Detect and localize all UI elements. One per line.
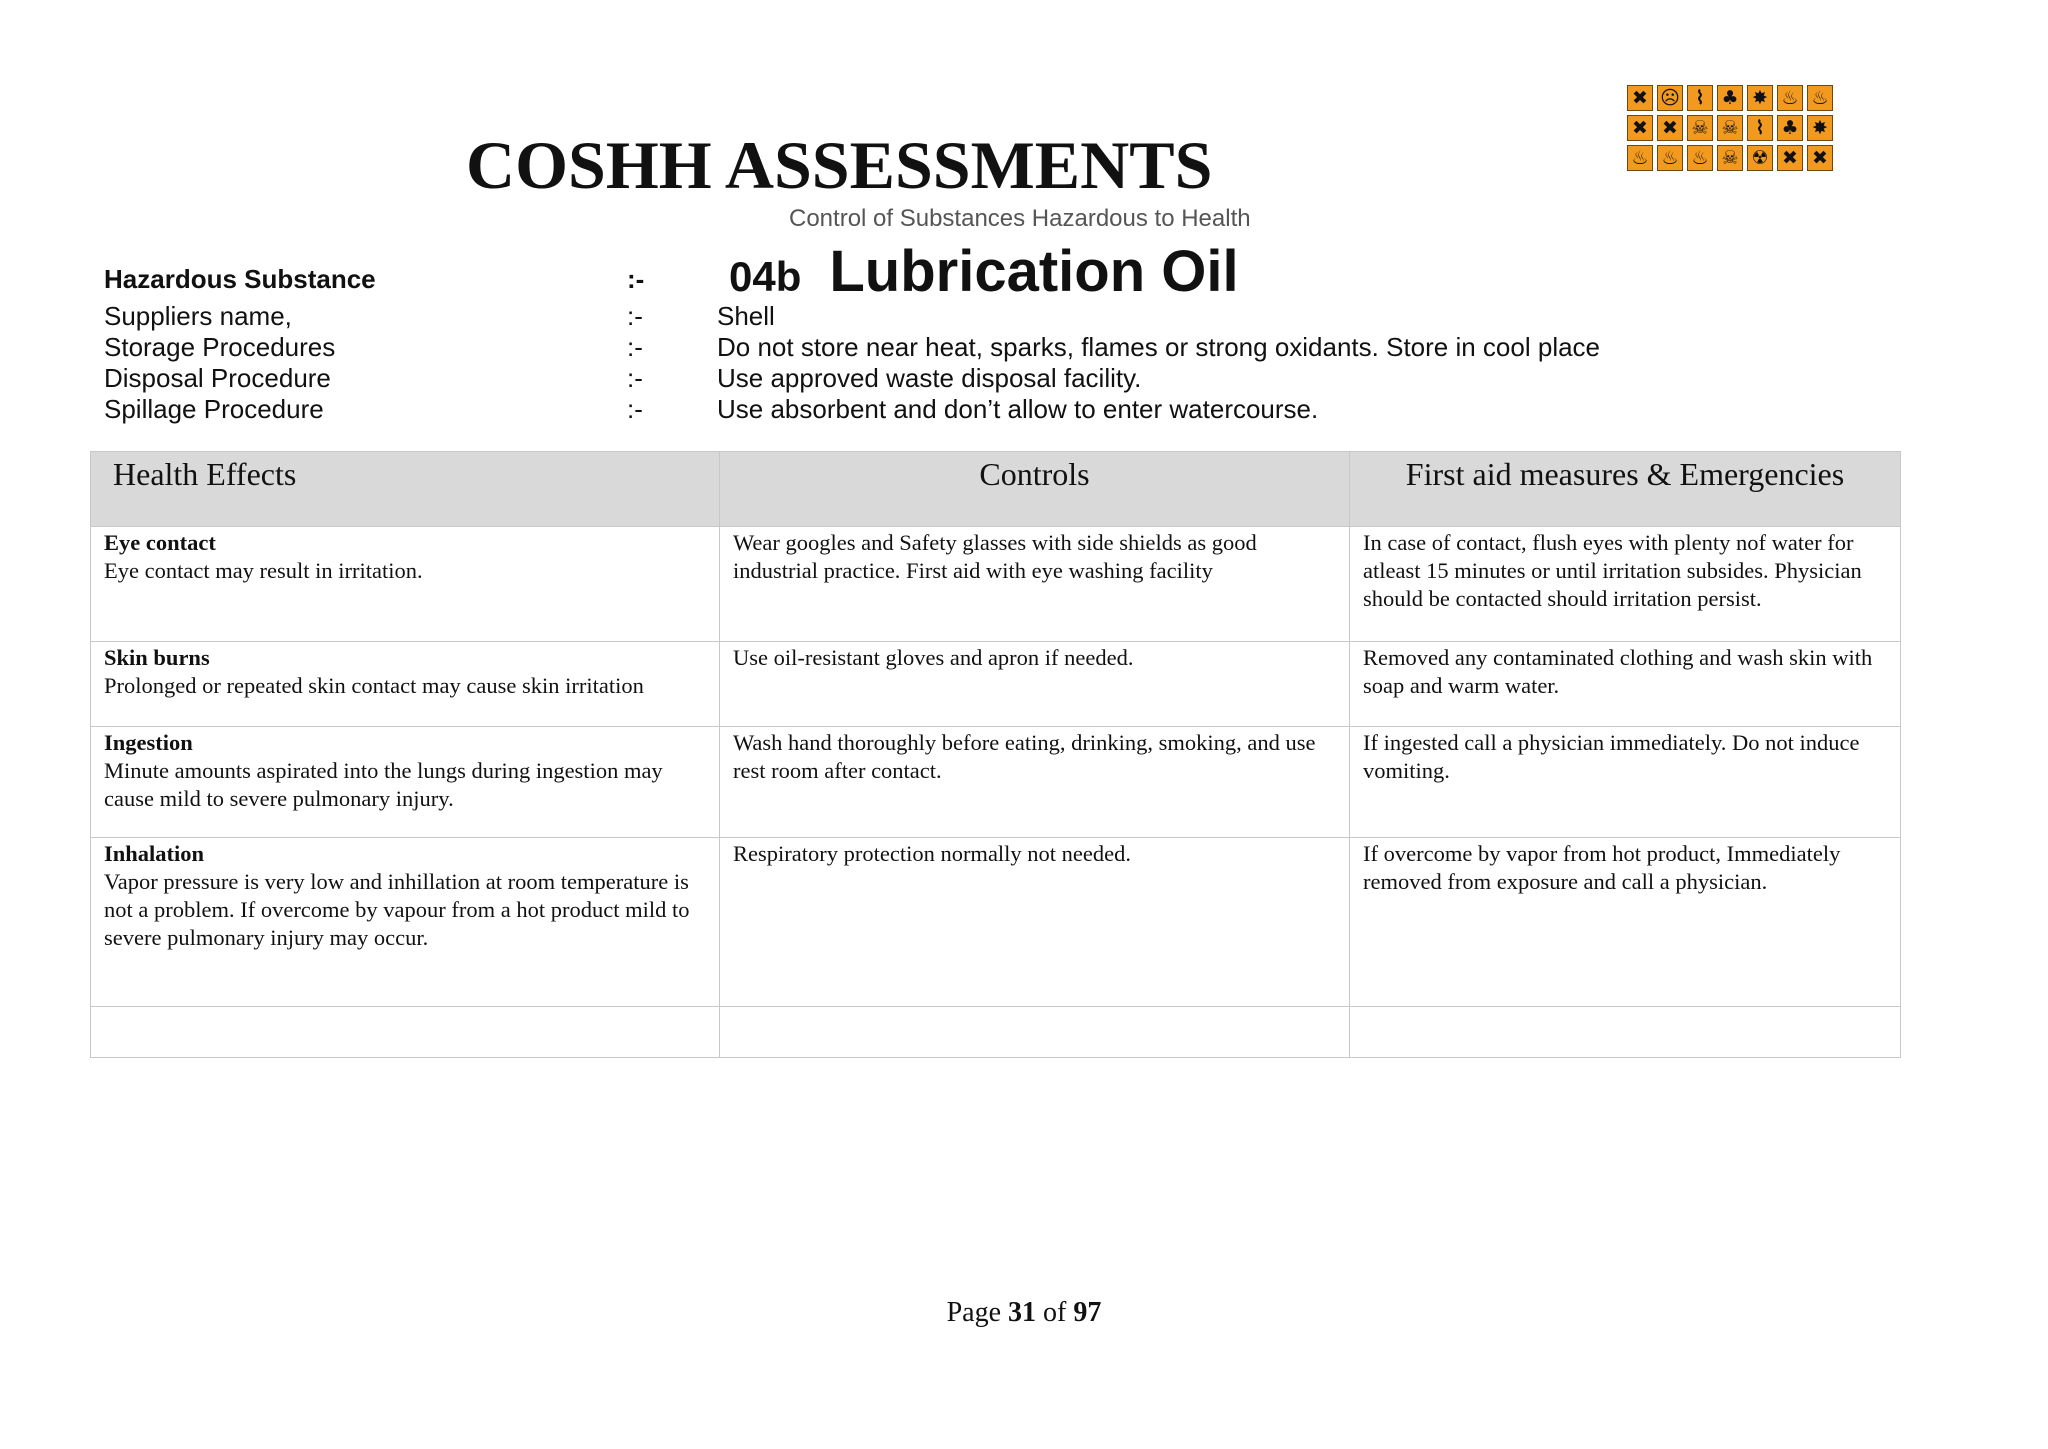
controls-cell: Respiratory protection normally not needed. xyxy=(720,838,1350,1007)
environment-icon: ♣ xyxy=(1777,115,1803,141)
detail-separator: :- xyxy=(627,332,643,362)
column-header-controls: Controls xyxy=(720,452,1350,527)
column-header-first-aid: First aid measures & Emergencies xyxy=(1350,452,1901,527)
radiation-icon: ☢ xyxy=(1747,145,1773,171)
detail-separator: :- xyxy=(627,394,643,424)
detail-value: Use approved waste disposal facility. xyxy=(717,363,1142,393)
health-effect-cell xyxy=(91,642,720,727)
toxic-icon: ☠ xyxy=(1687,115,1713,141)
substance-code: 04b xyxy=(729,253,802,300)
explosive-icon: ✸ xyxy=(1807,115,1833,141)
page-subtitle: Control of Substances Hazardous to Health xyxy=(789,205,1251,232)
harmful-x-icon: ✖ xyxy=(1777,145,1803,171)
toxic-icon: ☠ xyxy=(1717,115,1743,141)
detail-label: Storage Procedures xyxy=(104,332,336,362)
table-header-row xyxy=(91,452,1901,527)
empty-cell xyxy=(1350,1007,1901,1058)
explosive-icon: ✸ xyxy=(1747,85,1773,111)
controls-cell: Wear googles and Safety glasses with side shields as good industrial practice. First aid with eye washing facility xyxy=(720,527,1350,642)
effect-title: Eye contact xyxy=(104,530,216,555)
empty-cell xyxy=(720,1007,1350,1058)
flame-icon: ♨ xyxy=(1807,85,1833,111)
column-header-health-effects: Health Effects xyxy=(91,452,720,527)
controls-cell: Wash hand thoroughly before eating, drinking, smoking, and use rest room after contact. xyxy=(720,727,1350,838)
environment-icon: ♣ xyxy=(1717,85,1743,111)
health-effects-table xyxy=(90,451,1901,1058)
hazard-symbols xyxy=(1627,85,1835,171)
health-effect-cell xyxy=(91,838,720,1007)
effect-text: Prolonged or repeated skin contact may cause skin irritation xyxy=(104,673,644,698)
detail-value: Use absorbent and don’t allow to enter watercourse. xyxy=(717,394,1319,424)
controls-cell: Use oil-resistant gloves and apron if needed. xyxy=(720,642,1350,727)
detail-label: Suppliers name, xyxy=(104,301,292,331)
substance-name: Lubrication Oil xyxy=(829,239,1239,304)
harmful-x-icon: ✖ xyxy=(1807,145,1833,171)
table-row xyxy=(91,527,1901,642)
flame-icon: ♨ xyxy=(1777,85,1803,111)
table-row xyxy=(91,838,1901,1007)
flame-icon: ♨ xyxy=(1687,145,1713,171)
page-total: 97 xyxy=(1073,1297,1102,1328)
table-row-empty xyxy=(91,1007,1901,1058)
detail-label: Disposal Procedure xyxy=(104,363,331,393)
flame-icon: ♨ xyxy=(1657,145,1683,171)
detail-label: Spillage Procedure xyxy=(104,394,324,424)
harmful-x-icon: ✖ xyxy=(1657,115,1683,141)
irritant-icon: ☹ xyxy=(1657,85,1683,111)
health-effect-cell xyxy=(91,527,720,642)
table-row xyxy=(91,727,1901,838)
harmful-x-icon: ✖ xyxy=(1627,115,1653,141)
detail-value: Shell xyxy=(717,301,775,331)
first-aid-cell: In case of contact, flush eyes with plenty nof water for atleast 15 minutes or until irritation subsides. Physician should be contacted should irritation persist. xyxy=(1350,527,1901,642)
corrosive-icon: ⌇ xyxy=(1687,85,1713,111)
page-word: Page xyxy=(946,1297,1002,1328)
page-current: 31 xyxy=(1008,1297,1037,1328)
effect-text: Eye contact may result in irritation. xyxy=(104,558,423,583)
flame-icon: ♨ xyxy=(1627,145,1653,171)
health-effect-cell xyxy=(91,727,720,838)
detail-separator: :- xyxy=(627,301,643,331)
effect-text: Minute amounts aspirated into the lungs during ingestion may cause mild to severe pulmonary injury. xyxy=(104,758,663,811)
harmful-x-icon: ✖ xyxy=(1627,85,1653,111)
corrosive-icon: ⌇ xyxy=(1747,115,1773,141)
detail-value: Do not store near heat, sparks, flames or strong oxidants. Store in cool place xyxy=(717,332,1601,362)
empty-cell xyxy=(91,1007,720,1058)
page-title: COSHH ASSESSMENTS xyxy=(466,127,1213,203)
detail-separator: :- xyxy=(627,363,643,393)
effect-title: Skin burns xyxy=(104,645,210,670)
table-row xyxy=(91,642,1901,727)
toxic-icon: ☠ xyxy=(1717,145,1743,171)
substance-separator: :- xyxy=(627,264,645,294)
substance-value xyxy=(729,238,1239,305)
substance-label: Hazardous Substance xyxy=(104,264,376,294)
first-aid-cell: If ingested call a physician immediately. Do not induce vomiting. xyxy=(1350,727,1901,838)
of-word: of xyxy=(1043,1297,1067,1328)
effect-title: Inhalation xyxy=(104,841,205,866)
effect-text: Vapor pressure is very low and inhillation at room temperature is not a problem. If overcome by vapour from a hot product mild to severe pulmonary injury may occur. xyxy=(104,869,690,950)
page-footer xyxy=(0,1297,2048,1329)
effect-title: Ingestion xyxy=(104,730,193,755)
first-aid-cell: If overcome by vapor from hot product, Immediately removed from exposure and call a physician. xyxy=(1350,838,1901,1007)
first-aid-cell: Removed any contaminated clothing and wash skin with soap and warm water. xyxy=(1350,642,1901,727)
